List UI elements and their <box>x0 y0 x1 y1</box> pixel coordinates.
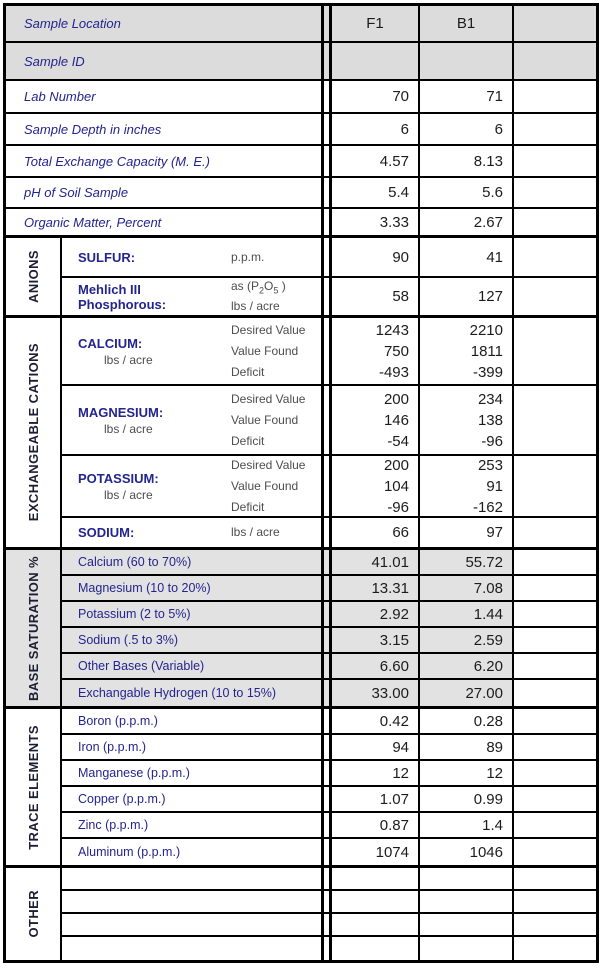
value-f1: 6 <box>332 114 420 144</box>
double-divider <box>321 680 332 706</box>
sulfur-row <box>62 238 596 278</box>
unit-label: p.p.m. <box>231 249 265 264</box>
boron-row <box>62 709 596 735</box>
value-f1: 4.57 <box>332 146 420 176</box>
double-divider <box>321 868 332 889</box>
base-saturation-section <box>6 550 596 709</box>
empty-cell <box>514 576 596 600</box>
column-header-f1: F1 <box>332 6 420 41</box>
unit-label: lbs / acre <box>104 487 153 502</box>
unit-label: lbs / acre <box>231 525 280 539</box>
empty-cell <box>332 937 420 960</box>
value-b1: 0.99 <box>420 787 514 811</box>
row-label: Total Exchange Capacity (M. E.) <box>24 153 210 169</box>
row-label: Organic Matter, Percent <box>24 214 162 230</box>
row-label: Iron (p.p.m.) <box>78 740 147 754</box>
double-divider <box>321 238 332 276</box>
sodium-saturation-row <box>62 628 596 654</box>
lab-number-row <box>6 81 596 114</box>
empty-cell <box>514 787 596 811</box>
value-f1: 12 <box>332 761 420 785</box>
value-b1: 1046 <box>420 839 514 865</box>
value-b1: 7.08 <box>420 576 514 600</box>
double-divider <box>321 787 332 811</box>
sample-info-section <box>6 6 596 238</box>
analyte-name: POTASSIUM: <box>78 470 159 486</box>
empty-cell <box>514 735 596 759</box>
copper-row <box>62 787 596 813</box>
empty-label <box>62 937 321 960</box>
value-b1: 253 91 -162 <box>420 456 514 516</box>
unit-label-line2: lbs / acre <box>231 298 280 313</box>
value-f1: 200 104 -96 <box>332 456 420 516</box>
empty-cell <box>420 868 514 889</box>
value-b1: 127 <box>420 278 514 315</box>
potassium-saturation-row <box>62 602 596 628</box>
empty-cell <box>420 914 514 935</box>
empty-cell <box>514 114 596 144</box>
unit-label: lbs / acre <box>104 421 153 436</box>
soil-report-table <box>3 3 599 963</box>
empty-cell <box>514 146 596 176</box>
empty-cell <box>514 680 596 706</box>
sub-label: Value Found <box>231 478 299 493</box>
double-divider <box>321 576 332 600</box>
other-label: OTHER <box>25 890 41 938</box>
sample-depth-row <box>6 114 596 146</box>
row-label: Sample Location <box>24 16 121 31</box>
value-b1: 2210 1811 -399 <box>420 318 514 384</box>
double-divider <box>321 81 332 112</box>
sub-label: Desired Value <box>231 322 306 337</box>
value-b1: 6.20 <box>420 654 514 678</box>
unit-cell <box>231 278 321 315</box>
value-b1: 0.28 <box>420 709 514 733</box>
empty-cell <box>514 761 596 785</box>
empty-cell <box>514 868 596 889</box>
empty-cell <box>514 891 596 912</box>
value-b1: 12 <box>420 761 514 785</box>
sub-label: Deficit <box>231 499 265 514</box>
empty-cell <box>514 914 596 935</box>
empty-label <box>62 914 321 935</box>
trace-elements-label: TRACE ELEMENTS <box>25 724 41 850</box>
double-divider <box>321 628 332 652</box>
value-b1: 1.4 <box>420 813 514 837</box>
analyte-name-cell <box>62 518 231 547</box>
value-f1: 58 <box>332 278 420 315</box>
row-label: Boron (p.p.m.) <box>78 714 158 728</box>
row-label: Exchangable Hydrogen (10 to 15%) <box>78 686 277 700</box>
analyte-name: Mehlich III Phosphorous: <box>78 281 167 312</box>
row-label: Magnesium (10 to 20%) <box>78 581 211 595</box>
section-vertical-label <box>6 709 62 865</box>
row-label: Lab Number <box>24 89 96 104</box>
calcium-saturation-row <box>62 550 596 576</box>
double-divider <box>321 518 332 547</box>
value-f1: 6.60 <box>332 654 420 678</box>
potassium-row <box>62 456 596 518</box>
empty-cell <box>514 550 596 574</box>
analyte-name-cell <box>62 238 231 276</box>
unit-label: as ($P_2O_5$ ) <box>231 279 286 296</box>
unit-cell <box>231 238 321 276</box>
double-divider <box>321 43 332 79</box>
sample-id-row <box>6 43 596 81</box>
ph-row <box>6 178 596 209</box>
double-divider <box>321 839 332 865</box>
section-vertical-label <box>6 550 62 706</box>
empty-cell <box>514 602 596 626</box>
sub-label: Desired Value <box>231 391 306 406</box>
empty-cell <box>332 914 420 935</box>
empty-cell <box>514 839 596 865</box>
value-b1: 27.00 <box>420 680 514 706</box>
value-f1: 1074 <box>332 839 420 865</box>
value-b1: 89 <box>420 735 514 759</box>
sub-label-cell <box>231 456 321 516</box>
analyte-name-cell <box>62 456 231 516</box>
row-label: Zinc (p.p.m.) <box>78 818 149 832</box>
double-divider <box>321 654 332 678</box>
other-bases-row <box>62 654 596 680</box>
sub-label: Value Found <box>231 343 299 358</box>
double-divider <box>321 813 332 837</box>
empty-cell <box>514 318 596 384</box>
value-b1: 1.44 <box>420 602 514 626</box>
value-b1: 71 <box>420 81 514 112</box>
analyte-name: MAGNESIUM: <box>78 404 164 420</box>
empty-cell <box>332 43 420 79</box>
iron-row <box>62 735 596 761</box>
value-f1: 33.00 <box>332 680 420 706</box>
other-empty-row <box>62 891 596 914</box>
double-divider <box>321 914 332 935</box>
empty-label <box>62 891 321 912</box>
manganese-row <box>62 761 596 787</box>
section-vertical-label <box>6 238 62 315</box>
value-f1: 70 <box>332 81 420 112</box>
empty-cell <box>514 709 596 733</box>
sub-label: Deficit <box>231 433 265 448</box>
base-saturation-label: BASE SATURATION % <box>25 555 41 701</box>
analyte-name: SULFUR: <box>78 249 136 265</box>
empty-cell <box>514 238 596 276</box>
double-divider <box>321 456 332 516</box>
analyte-name-cell <box>62 318 231 384</box>
value-b1: 5.6 <box>420 178 514 207</box>
value-f1: 3.15 <box>332 628 420 652</box>
double-divider <box>321 209 332 235</box>
sodium-row <box>62 518 596 547</box>
value-f1: 5.4 <box>332 178 420 207</box>
anions-label: ANIONS <box>25 250 41 303</box>
row-label: Calcium (60 to 70%) <box>78 555 192 569</box>
sub-label-cell <box>231 318 321 384</box>
analyte-name-cell <box>62 386 231 454</box>
empty-cell <box>420 937 514 960</box>
exchange-capacity-row <box>6 146 596 178</box>
row-label: Aluminum (p.p.m.) <box>78 845 181 859</box>
row-label: Copper (p.p.m.) <box>78 792 166 806</box>
double-divider <box>321 761 332 785</box>
value-f1: 0.42 <box>332 709 420 733</box>
cations-label: EXCHANGEABLE CATIONS <box>25 343 41 522</box>
sample-location-row <box>6 6 596 43</box>
double-divider <box>321 735 332 759</box>
unit-cell <box>231 518 321 547</box>
empty-label <box>62 868 321 889</box>
value-b1: 2.67 <box>420 209 514 235</box>
value-b1: 6 <box>420 114 514 144</box>
row-label: Potassium (2 to 5%) <box>78 607 191 621</box>
row-label: Manganese (p.p.m.) <box>78 766 190 780</box>
empty-cell <box>514 178 596 207</box>
analyte-name: SODIUM: <box>78 525 135 540</box>
value-f1: 13.31 <box>332 576 420 600</box>
column-header-b1: B1 <box>420 6 514 41</box>
empty-cell <box>514 6 596 41</box>
empty-cell <box>420 891 514 912</box>
double-divider <box>321 550 332 574</box>
calcium-row <box>62 318 596 386</box>
double-divider <box>321 114 332 144</box>
sub-label: Deficit <box>231 364 265 379</box>
value-f1: 66 <box>332 518 420 547</box>
value-f1: 41.01 <box>332 550 420 574</box>
empty-cell <box>514 937 596 960</box>
value-f1: 0.87 <box>332 813 420 837</box>
row-label: Sodium (.5 to 3%) <box>78 633 179 647</box>
double-divider <box>321 6 332 41</box>
value-b1: 41 <box>420 238 514 276</box>
empty-cell <box>420 43 514 79</box>
sub-label-cell <box>231 386 321 454</box>
double-divider <box>321 146 332 176</box>
empty-cell <box>514 456 596 516</box>
exchangeable-cations-section <box>6 318 596 550</box>
empty-cell <box>514 386 596 454</box>
value-b1: 97 <box>420 518 514 547</box>
empty-cell <box>332 891 420 912</box>
sub-label: Desired Value <box>231 457 306 472</box>
empty-cell <box>514 43 596 79</box>
section-vertical-label <box>6 318 62 547</box>
section-vertical-label <box>6 868 62 960</box>
value-f1: 3.33 <box>332 209 420 235</box>
value-f1: 1.07 <box>332 787 420 811</box>
value-f1: 2.92 <box>332 602 420 626</box>
double-divider <box>321 891 332 912</box>
other-section <box>6 868 596 960</box>
double-divider <box>321 709 332 733</box>
empty-cell <box>514 518 596 547</box>
value-f1: 90 <box>332 238 420 276</box>
sub-label: Value Found <box>231 412 299 427</box>
exchangeable-hydrogen-row <box>62 680 596 706</box>
row-label: Sample Depth in inches <box>24 121 162 137</box>
double-divider <box>321 178 332 207</box>
value-f1: 200 146 -54 <box>332 386 420 454</box>
anions-section <box>6 238 596 318</box>
empty-cell <box>332 868 420 889</box>
double-divider <box>321 937 332 960</box>
row-label: Sample ID <box>24 53 85 69</box>
magnesium-saturation-row <box>62 576 596 602</box>
other-empty-row <box>62 937 596 960</box>
empty-cell <box>514 209 596 235</box>
empty-cell <box>514 813 596 837</box>
magnesium-row <box>62 386 596 456</box>
aluminum-row <box>62 839 596 865</box>
mehlich-phosphorous-row <box>62 278 596 315</box>
value-b1: 55.72 <box>420 550 514 574</box>
empty-cell <box>514 278 596 315</box>
empty-cell <box>514 81 596 112</box>
other-empty-row <box>62 914 596 937</box>
value-f1: 94 <box>332 735 420 759</box>
value-b1: 8.13 <box>420 146 514 176</box>
unit-label: lbs / acre <box>104 352 153 367</box>
value-b1: 234 138 -96 <box>420 386 514 454</box>
double-divider <box>321 278 332 315</box>
row-label: Other Bases (Variable) <box>78 659 205 673</box>
analyte-name-cell <box>62 278 231 315</box>
other-empty-row <box>62 868 596 891</box>
organic-matter-row <box>6 209 596 235</box>
row-label: pH of Soil Sample <box>24 185 129 200</box>
zinc-row <box>62 813 596 839</box>
empty-cell <box>514 654 596 678</box>
value-b1: 2.59 <box>420 628 514 652</box>
analyte-name: CALCIUM: <box>78 335 143 351</box>
empty-cell <box>514 628 596 652</box>
double-divider <box>321 602 332 626</box>
double-divider <box>321 318 332 384</box>
trace-elements-section <box>6 709 596 868</box>
double-divider <box>321 386 332 454</box>
value-f1: 1243 750 -493 <box>332 318 420 384</box>
